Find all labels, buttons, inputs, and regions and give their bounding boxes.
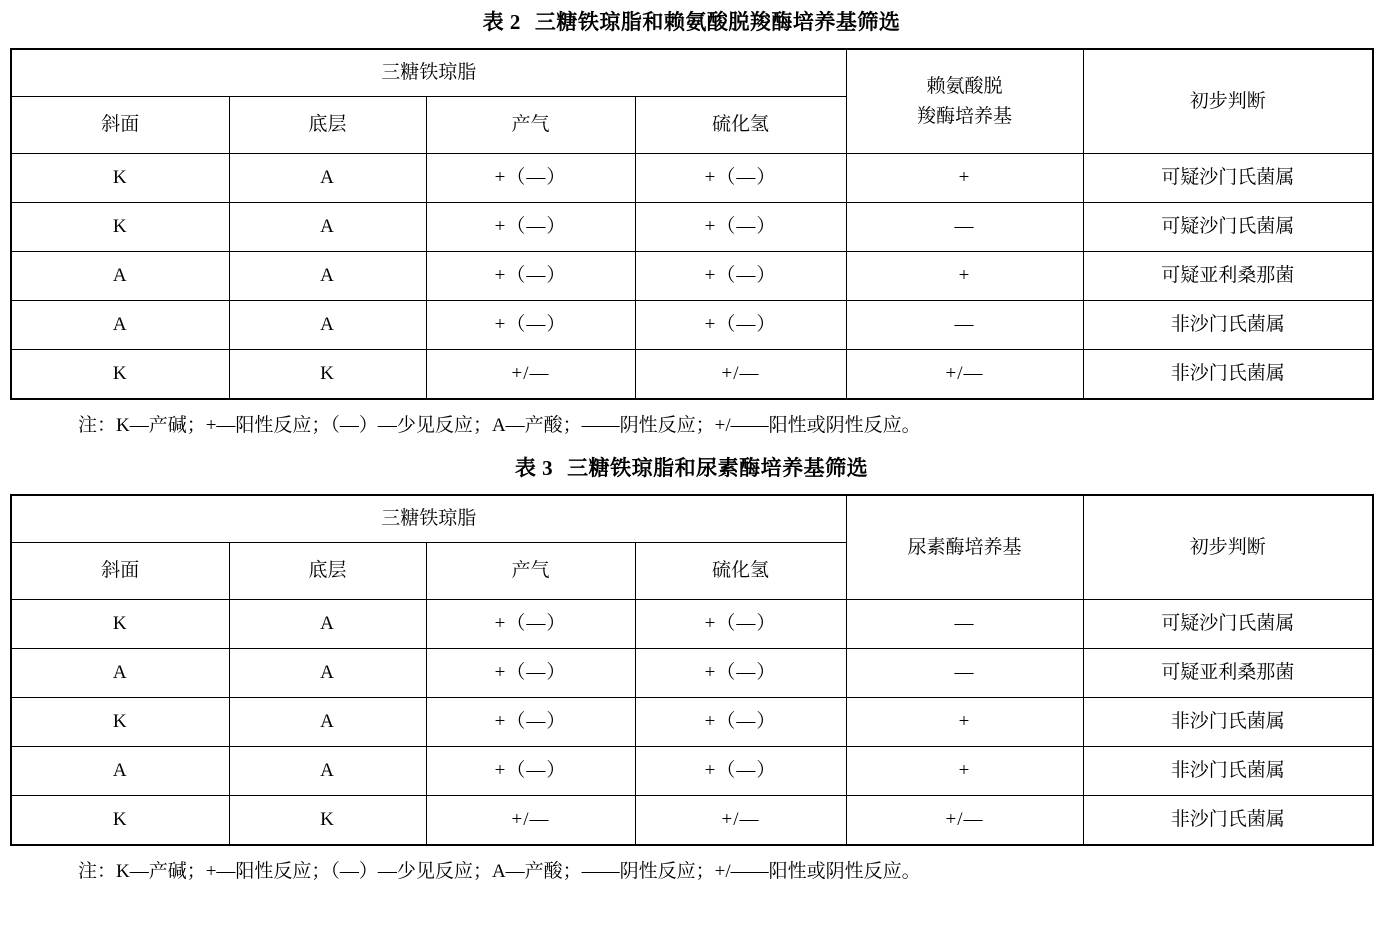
cell-judgement: 非沙门氏菌属 [1083, 350, 1373, 400]
table-2-medium-header-line2: 羧酶培养基 [917, 105, 1013, 127]
cell-judgement: 非沙门氏菌属 [1083, 795, 1373, 845]
cell-h2s: +（—） [635, 252, 846, 301]
title-2-spacer [0, 34, 1383, 48]
cell-gas: +（—） [426, 746, 635, 795]
table-2-title-text: 三糖铁琼脂和赖氨酸脱羧酶培养基筛选 [534, 10, 901, 34]
table-row [11, 648, 1373, 697]
table-row [11, 746, 1373, 795]
cell-medium: — [846, 648, 1083, 697]
table-2-judgement-header: 初步判断 [1083, 49, 1373, 154]
cell-medium: + [846, 154, 1083, 203]
table-3-subheader-slant: 斜面 [11, 542, 229, 599]
cell-slant: A [11, 746, 229, 795]
between-tables-spacer [0, 439, 1383, 457]
cell-gas: +（—） [426, 301, 635, 350]
table-3-subheader-h2s: 硫化氢 [635, 542, 846, 599]
cell-butt: K [229, 350, 426, 400]
table-3-title [0, 457, 1383, 480]
cell-butt: A [229, 648, 426, 697]
cell-h2s: +（—） [635, 746, 846, 795]
cell-medium: — [846, 599, 1083, 648]
cell-gas: +（—） [426, 154, 635, 203]
cell-slant: K [11, 795, 229, 845]
table-3-judgement-header: 初步判断 [1083, 495, 1373, 600]
table-2-medium-header-line1: 赖氨酸脱 [926, 76, 1003, 98]
table-row [11, 154, 1373, 203]
cell-medium: + [846, 697, 1083, 746]
table-2-subheader-slant: 斜面 [11, 97, 229, 154]
cell-h2s: +（—） [635, 697, 846, 746]
cell-butt: A [229, 746, 426, 795]
cell-butt: A [229, 301, 426, 350]
cell-judgement: 可疑沙门氏菌属 [1083, 599, 1373, 648]
cell-gas: +（—） [426, 203, 635, 252]
cell-medium: — [846, 301, 1083, 350]
cell-slant: A [11, 648, 229, 697]
cell-gas: +/— [426, 795, 635, 845]
table-3-note: 注：K—产碱；+—阳性反应；（—）—少见反应；A—产酸；——阴性反应；+/——阳性或阴性反应。 [78, 860, 921, 882]
cell-butt: K [229, 795, 426, 845]
cell-butt: A [229, 203, 426, 252]
cell-butt: A [229, 697, 426, 746]
cell-slant: A [11, 252, 229, 301]
table-2-header-row-1 [11, 49, 1373, 97]
cell-h2s: +（—） [635, 203, 846, 252]
table-3-title-number: 表 3 [514, 455, 554, 480]
table-row [11, 599, 1373, 648]
cell-medium: + [846, 252, 1083, 301]
table-row [11, 350, 1373, 400]
table-3-title-text: 三糖铁琼脂和尿素酶培养基筛选 [567, 455, 869, 480]
table-3-subheader-butt: 底层 [229, 542, 426, 599]
cell-gas: +（—） [426, 697, 635, 746]
cell-h2s: +/— [635, 795, 846, 845]
table-3-subheader-gas: 产气 [426, 542, 635, 599]
cell-h2s: +（—） [635, 154, 846, 203]
table-3-header-row-1 [11, 495, 1373, 543]
cell-judgement: 可疑沙门氏菌属 [1083, 154, 1373, 203]
cell-h2s: +/— [635, 350, 846, 400]
cell-slant: A [11, 301, 229, 350]
table-2-subheader-h2s: 硫化氢 [635, 97, 846, 154]
title-3-spacer [0, 480, 1383, 494]
cell-slant: K [11, 203, 229, 252]
cell-butt: A [229, 252, 426, 301]
table-2-title [0, 11, 1383, 34]
cell-slant: K [11, 599, 229, 648]
table-row [11, 795, 1373, 845]
table-2-subheader-gas: 产气 [426, 97, 635, 154]
cell-gas: +（—） [426, 252, 635, 301]
cell-judgement: 可疑亚利桑那菌 [1083, 252, 1373, 301]
cell-slant: K [11, 350, 229, 400]
table-2-title-number: 表 2 [482, 10, 521, 34]
table-2-note: 注：K—产碱；+—阳性反应；（—）—少见反应；A—产酸；——阴性反应；+/——阳性或阴性反应。 [78, 415, 921, 437]
cell-medium: — [846, 203, 1083, 252]
table-2-medium-header [846, 49, 1083, 154]
cell-slant: K [11, 154, 229, 203]
table-row [11, 301, 1373, 350]
cell-medium: + [846, 746, 1083, 795]
cell-judgement: 可疑亚利桑那菌 [1083, 648, 1373, 697]
cell-medium: +/— [846, 350, 1083, 400]
table-2-subheader-butt: 底层 [229, 97, 426, 154]
cell-judgement: 可疑沙门氏菌属 [1083, 203, 1373, 252]
cell-gas: +/— [426, 350, 635, 400]
table-3 [10, 494, 1374, 846]
cell-judgement: 非沙门氏菌属 [1083, 746, 1373, 795]
cell-judgement: 非沙门氏菌属 [1083, 697, 1373, 746]
cell-gas: +（—） [426, 648, 635, 697]
table-3-group-header: 三糖铁琼脂 [11, 495, 846, 543]
cell-h2s: +（—） [635, 648, 846, 697]
table-3-medium-header: 尿素酶培养基 [846, 495, 1083, 600]
cell-h2s: +（—） [635, 599, 846, 648]
cell-butt: A [229, 599, 426, 648]
table-row [11, 252, 1373, 301]
cell-slant: K [11, 697, 229, 746]
table-row [11, 203, 1373, 252]
cell-butt: A [229, 154, 426, 203]
cell-h2s: +（—） [635, 301, 846, 350]
table-2-group-header: 三糖铁琼脂 [11, 49, 846, 97]
cell-medium: +/— [846, 795, 1083, 845]
table-row [11, 697, 1373, 746]
cell-gas: +（—） [426, 599, 635, 648]
table-2 [10, 48, 1374, 400]
cell-judgement: 非沙门氏菌属 [1083, 301, 1373, 350]
